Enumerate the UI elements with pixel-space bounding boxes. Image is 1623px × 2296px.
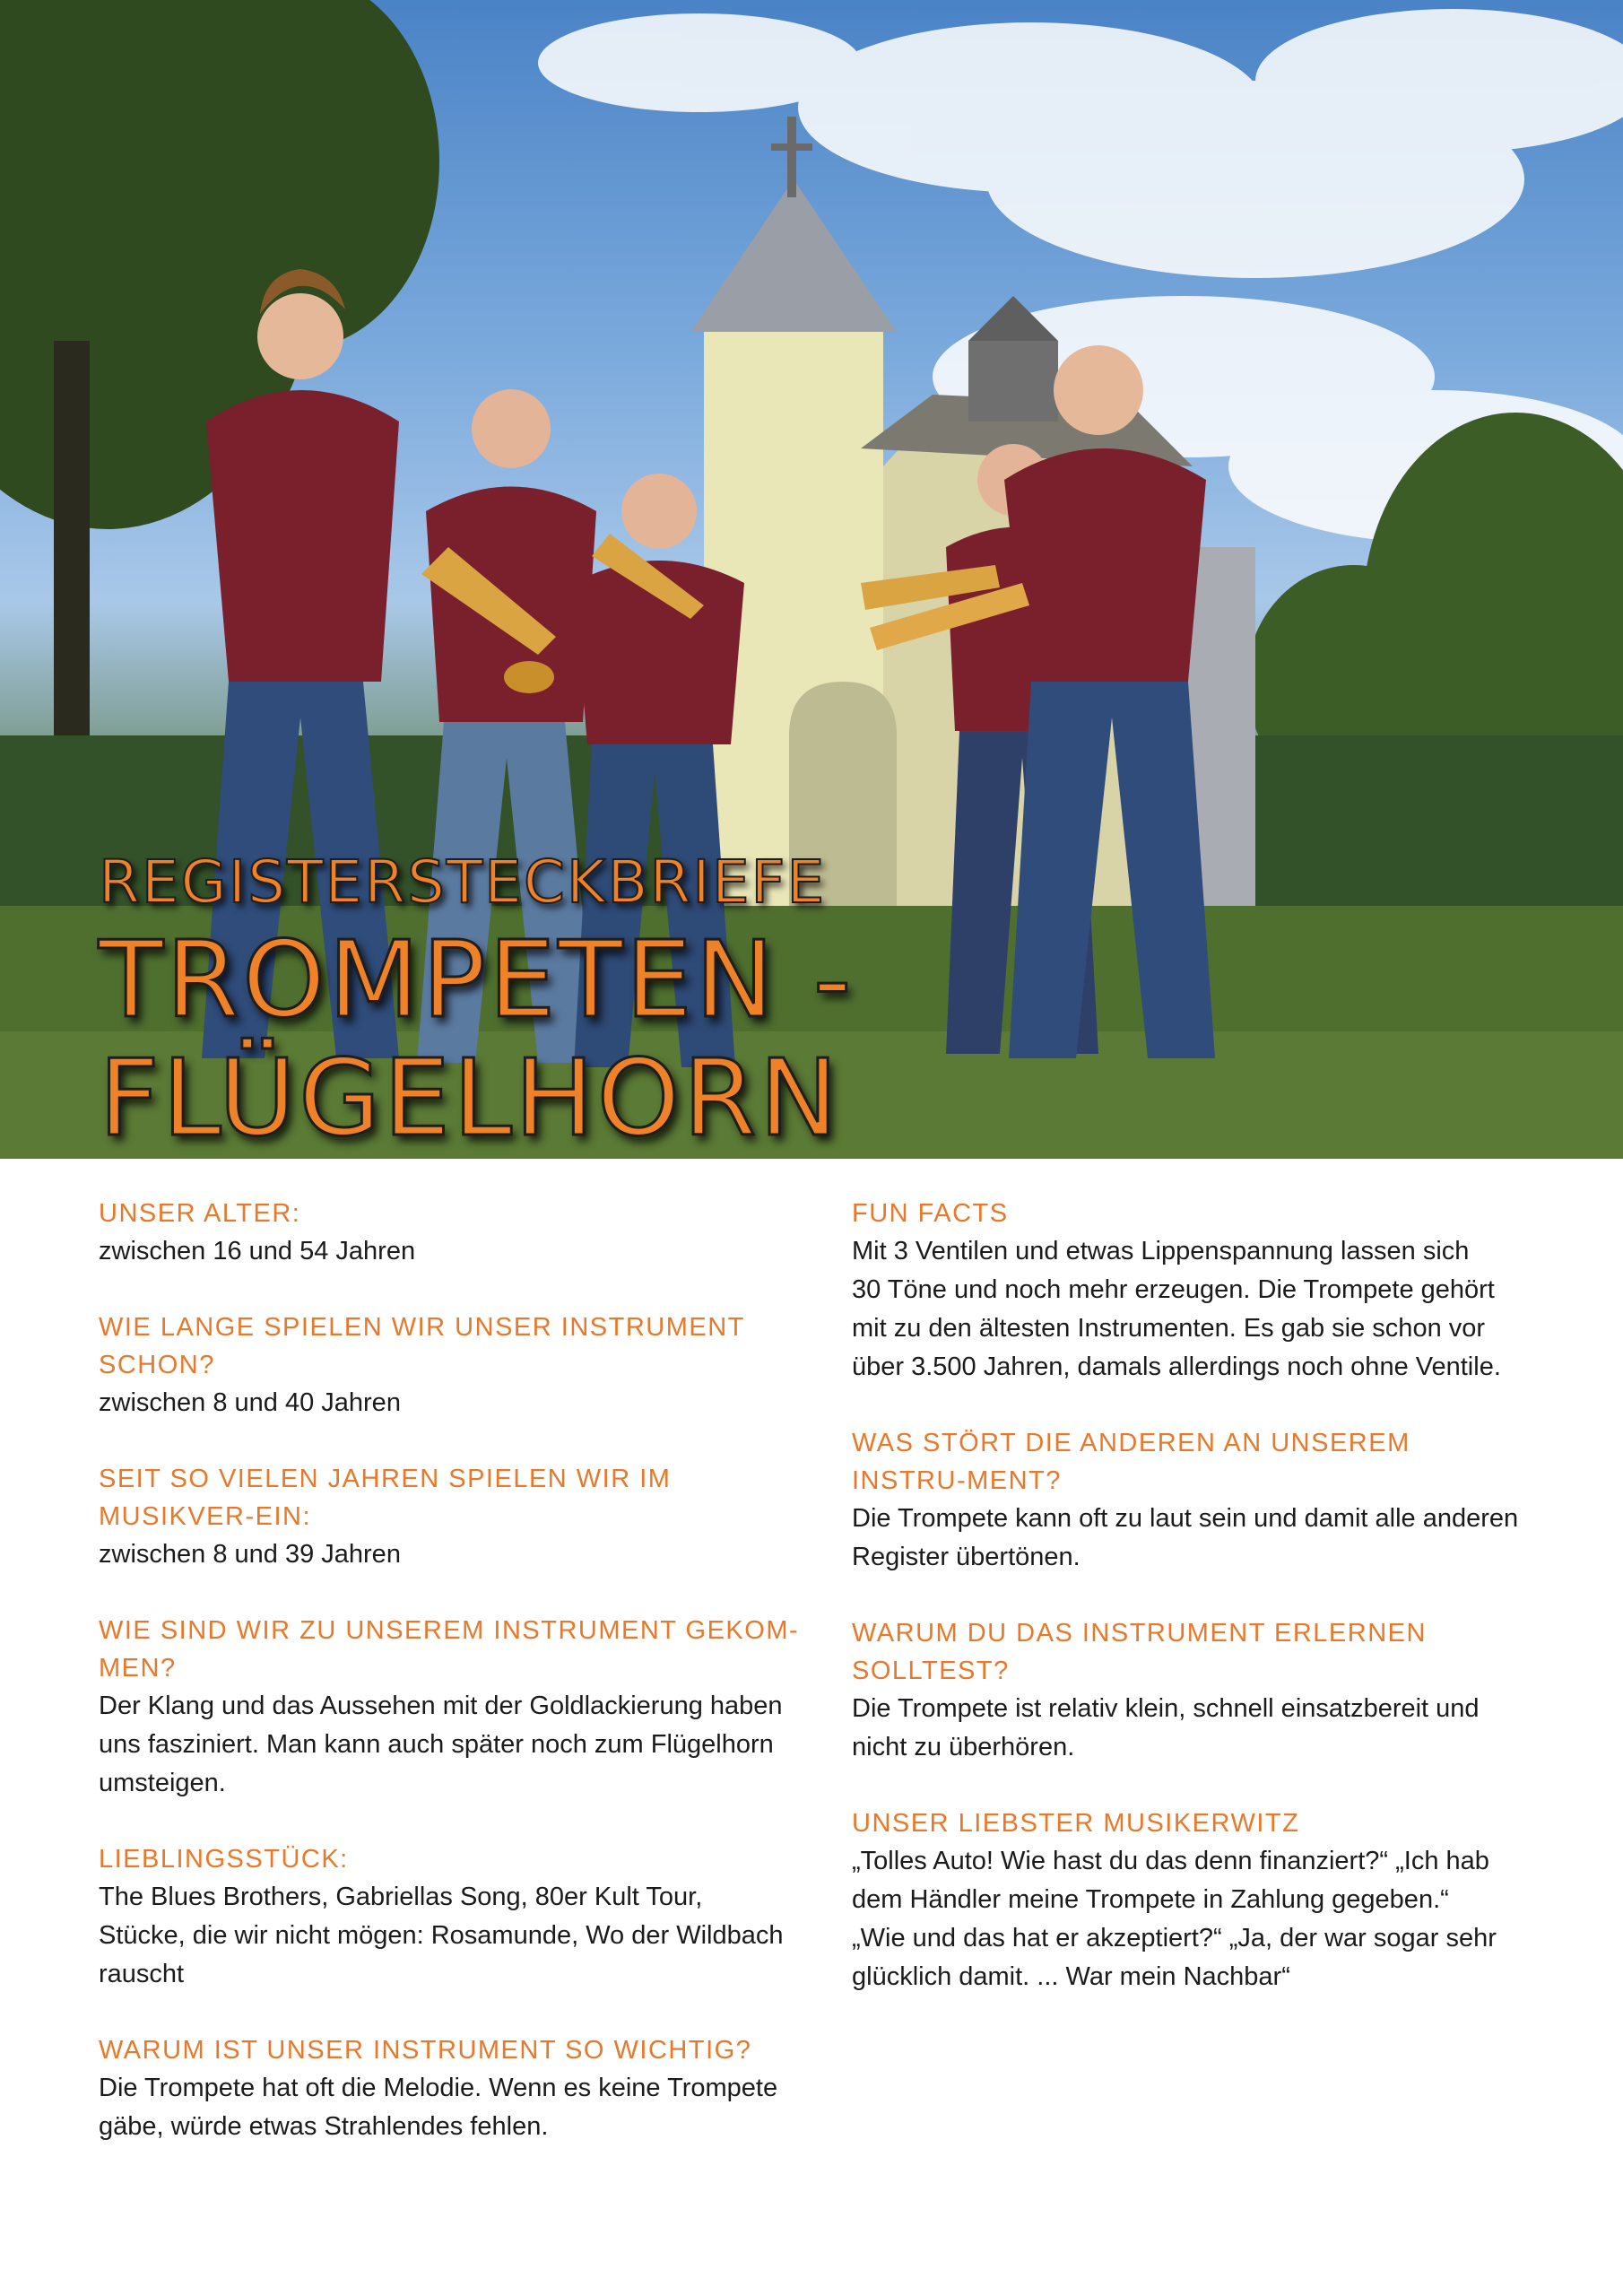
fact-answer: zwischen 8 und 39 Jahren xyxy=(99,1540,401,1569)
fact-question: SEIT SO VIELEN JAHREN SPIELEN WIR IM MUSIKVER-EIN: xyxy=(99,1465,672,1531)
fact-answer: The Blues Brothers, Gabriellas Song, 80er Kult Tour, Stücke, die wir nicht mögen: Rosamunde, Wo der Wildbach rauscht xyxy=(99,1883,784,1988)
fact-answer: Mit 3 Ventilen und etwas Lippenspannung lassen sich 30 Töne und noch mehr erzeugen. Die Trompete gehört mit zu den ältesten Instrumenten. Es gab sie schon vor über 3.500 Jahren, damals allerdings noch ohne Ventile. xyxy=(852,1237,1501,1381)
fact-block xyxy=(852,1614,1533,1767)
fact-block xyxy=(99,1612,807,1803)
fact-answer: „Tolles Auto! Wie hast du das denn finanziert?“ „Ich hab dem Händler meine Trompete in Zahlung gegeben.“ „Wie und das hat er akzeptiert?“ „Ja, der war sogar sehr glücklich damit. ... War mein Nachbar“ xyxy=(852,1847,1497,1991)
section-subtitle: REGISTERSTECKBRIEFE xyxy=(99,848,827,917)
fact-question: LIEBLINGSSTÜCK: xyxy=(99,1845,349,1874)
fact-block xyxy=(99,1840,807,1994)
fact-block xyxy=(852,1424,1533,1577)
fact-answer: Der Klang und das Aussehen mit der Goldlackierung haben uns fasziniert. Man kann auch später noch zum Flügelhorn umsteigen. xyxy=(99,1692,783,1797)
fact-block xyxy=(99,1460,807,1574)
fact-answer: Die Trompete kann oft zu laut sein und damit alle anderen Register übertönen. xyxy=(852,1504,1519,1571)
fact-answer: zwischen 8 und 40 Jahren xyxy=(99,1388,401,1417)
page-title: TROMPETEN - FLÜGELHORN xyxy=(99,918,855,1159)
fact-answer: Die Trompete ist relativ klein, schnell einsatzbereit und nicht zu überhören. xyxy=(852,1694,1480,1761)
fact-question: UNSER ALTER: xyxy=(99,1199,301,1228)
fact-block xyxy=(852,1195,1533,1387)
fact-answer: Die Trompete hat oft die Melodie. Wenn es keine Trompete gäbe, würde etwas Strahlendes fehlen. xyxy=(99,2074,778,2141)
fact-question: WIE SIND WIR ZU UNSEREM INSTRUMENT GEKOM-MEN? xyxy=(99,1616,800,1683)
fact-block xyxy=(99,1309,807,1422)
fact-question: WAS STÖRT DIE ANDEREN AN UNSEREM INSTRU-MENT? xyxy=(852,1429,1410,1495)
fact-answer: zwischen 16 und 54 Jahren xyxy=(99,1237,416,1265)
fact-block xyxy=(99,1195,807,1271)
fact-question: UNSER LIEBSTER MUSIKERWITZ xyxy=(852,1809,1300,1838)
fact-question: WIE LANGE SPIELEN WIR UNSER INSTRUMENT SCHON? xyxy=(99,1313,745,1379)
fact-block xyxy=(852,1805,1533,1996)
profile-columns xyxy=(99,1195,1533,2184)
left-column xyxy=(99,1195,807,2184)
right-column xyxy=(852,1195,1533,2184)
fact-block xyxy=(99,2031,807,2146)
fact-question: WARUM DU DAS INSTRUMENT ERLERNEN SOLLTEST? xyxy=(852,1619,1427,1685)
title-block xyxy=(99,848,1623,1157)
fact-question: WARUM IST UNSER INSTRUMENT SO WICHTIG? xyxy=(99,2036,752,2065)
fact-question: FUN FACTS xyxy=(852,1199,1009,1228)
